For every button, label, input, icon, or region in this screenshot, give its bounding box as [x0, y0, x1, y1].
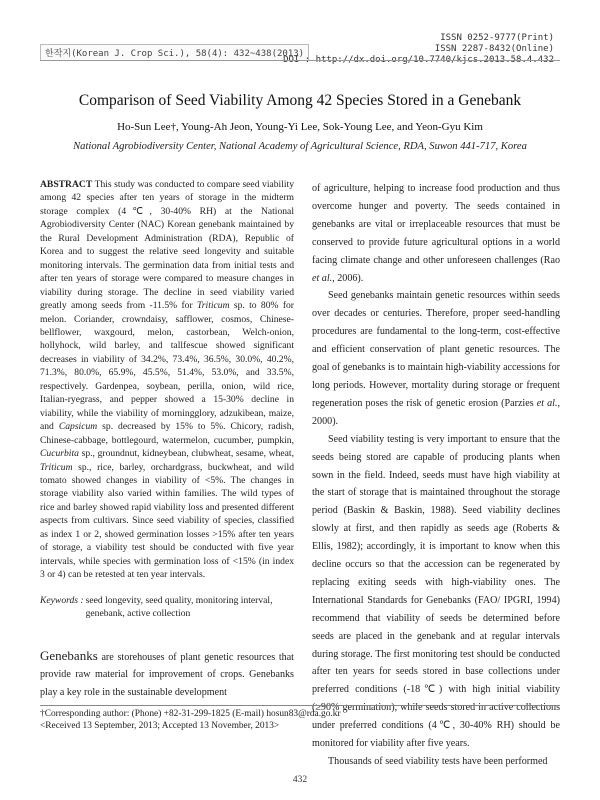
issn-online: ISSN 2287-8432(Online): [434, 44, 554, 54]
abstract-label: ABSTRACT: [40, 179, 93, 190]
right-column: [312, 180, 560, 771]
issn-doi-block: [283, 33, 554, 66]
keywords-list: seed longevity, seed quality, monitoring interval, genebank, active collection: [85, 594, 273, 620]
keywords-label: Keywords :: [40, 594, 84, 606]
page-number: 432: [292, 775, 308, 785]
corresponding-author: †Corresponding author: (Phone) +82-31-299-1825 (E-mail) hosun83@rda.go.kr: [40, 709, 341, 719]
issn-print: ISSN 0252-9777(Print): [440, 33, 554, 43]
abstract: ABSTRACT This study was conducted to compare seed viability among 42 species after ten years of storage in the midterm storage complex (4℃, 30-40% RH) at the National Agrobiodiversity Center (NAC) Korean genebank maintained by the Rural Development Administration (RDA), Republic of Korea and to suggest the relative seed longevity and suitable monitoring intervals. The germination data from initial tests and after ten years of storage were compared to measure changes in viability during storage. The decline in seed viability varied greatly among seeds from -11.5% for Triticum sp. to 80% for melon. Coriander, crowndaisy, safflower, cosmos, Chinese-bellflower, waxgourd, melon, castorbean, Welch-onion, hollyhock, wild barley, and tallfescue showed significant decreases in viability of 34.2%, 73.4%, 36.5%, 30.0%, 40.2%, 71.3%, 80.0%, 65.9%, 45.5%, 51.4%, 53.0%, and 33.5%, respectively. Gardenpea, soybean, perilla, onion, wild rice, Italian-ryegrass, and pepper showed a 15-30% decline in viability, while the viability of morningglory, adzukibean, maize, and Capsicum sp. decreased by 15% to 5%. Chicory, radish, Chinese-cabbage, bottlegourd, watermelon, cucumber, pumpkin, Cucurbita sp., groundnut, kidneybean, clubwheat, sesame, wheat, Triticum sp., rice, barley, orchardgrass, buckwheat, and wild tomato showed changes in viability of <5%. The changes in storage viability also varied within families. The wild types of rice and barley showed rapid viability loss and presented different aspects from cultivars. Since seed viability of species, classified as index 1 or 2, showed germination losses >15% after ten years of storage, a viability test should be conducted with five year intervals, while species with germination loss of <15% (in index 3 or 4) can be retested at ten year intervals.: [40, 179, 295, 581]
article-affiliation: National Agrobiodiversity Center, National Academy of Agricultural Science, RDA, Suwon 441-717, Korea: [73, 141, 527, 152]
left-column: [40, 178, 294, 701]
footnote: [40, 705, 560, 732]
keywords: [40, 594, 294, 621]
body-paragraph: Seed viability testing is very important to ensure that the seeds being stored are capable of producing plants when sown in the field. Indeed, seeds must have high viability at the start of storage that is maintained throughout the storage period (Baskin & Baskin, 1988). Seed viability declines slowly at first, and then rapidly as seeds age (Roberts & Ellis, 1982); accordingly, it is important to know when this decline occurs so that the accession can be regenerated by replacing exiting seeds with high-viability ones. The International Standards for Genebanks (FAO/ IPGRI, 1994) recommend that viability of seeds be determined before seeds are placed in the genebank and at regular intervals during storage. The first monitoring test should be conducted after ten years for seeds stored in base collections under preferred conditions (-18℃) with high initial viability (≥90% germination), while seeds stored in active collections under preferred conditions (4℃, 30-40% RH) should be monitored for viability after five years.: [312, 433, 560, 750]
journal-citation: 한작지(Korean J. Crop Sci.), 58(4): 432~438(2013): [40, 44, 309, 61]
received-accepted-dates: <Received 13 September, 2013; Accepted 13 November, 2013>: [40, 720, 280, 731]
header-divider: [40, 60, 560, 61]
doi-link[interactable]: DOI : http://dx.doi.org/10.7740/kjcs.2013.58.4.432: [283, 55, 554, 65]
body-paragraph: Thousands of seed viability tests have been performed: [328, 756, 548, 767]
article-authors: Ho-Sun Lee†, Young-Ah Jeon, Young-Yi Lee, Sok-Young Lee, and Yeon-Gyu Kim: [117, 121, 483, 133]
article-title: Comparison of Seed Viability Among 42 Species Stored in a Genebank: [78, 92, 522, 109]
body-paragraph: Seed genebanks maintain genetic resources within seeds over decades or centuries. Therefore, proper seed-handling procedures are fundamental to the long-term, cost-effective and efficient conservation of plant genetic resources. The goal of genebanks is to maintain high-viability accessions for long periods. However, mortality during storage or frequent regeneration poses the risk of genetic erosion (Parzies et al., 2000).: [312, 290, 561, 427]
intro-paragraph: Genebanks are storehouses of plant genetic resources that provide raw material for improvement of crops. Genebanks play a key role in the sustainable development: [40, 647, 294, 698]
body-paragraph: of agriculture, helping to increase food production and thus overcome hunger and poverty. The seeds contained in genebanks are vital or irreplaceable resources that must be conserved to provide future agricultural options in a world facing climate change and other unforeseen challenges (Rao et al., 2006).: [312, 183, 560, 284]
intro-lead-word: Genebanks: [40, 647, 98, 663]
